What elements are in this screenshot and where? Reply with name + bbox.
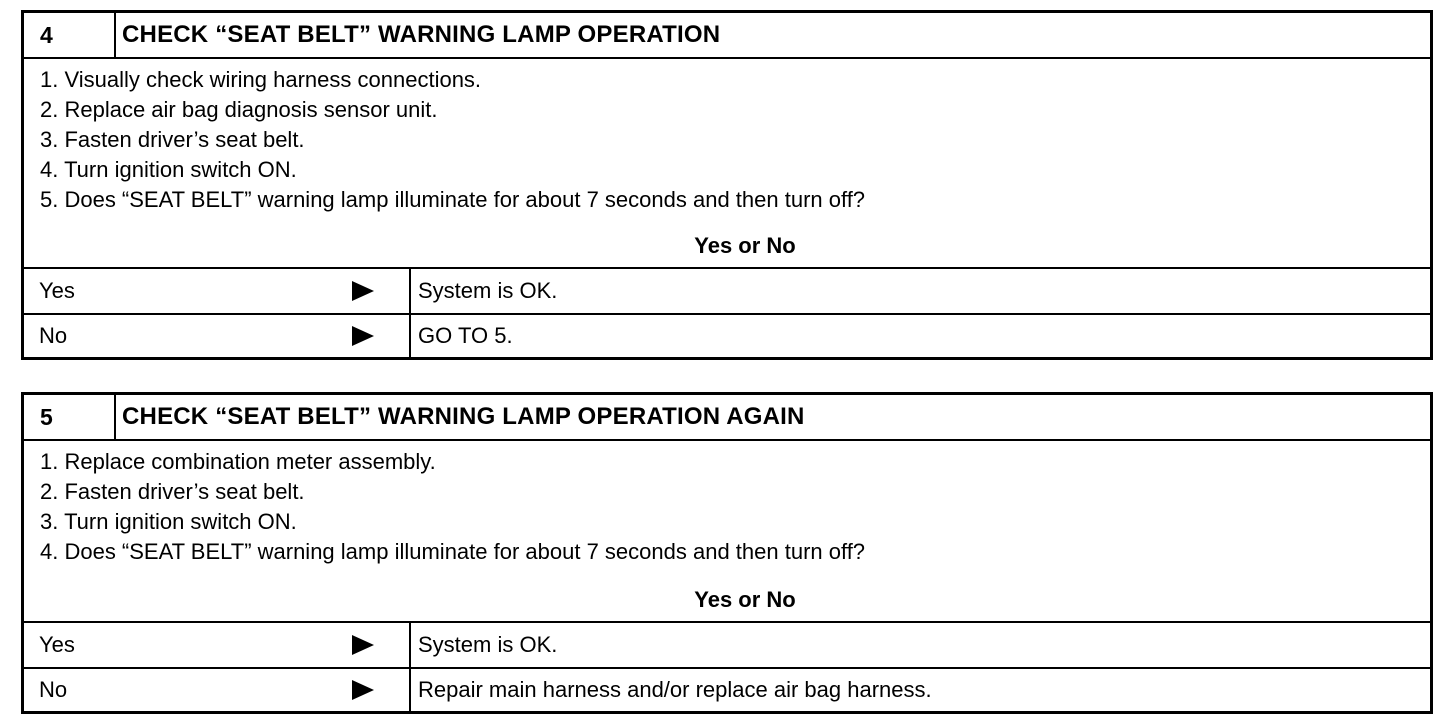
step-instructions-section bbox=[24, 59, 1430, 269]
arrow-right-icon bbox=[352, 635, 374, 655]
action-cell: GO TO 5. bbox=[418, 323, 513, 348]
action-cell: Repair main harness and/or replace air bag harness. bbox=[418, 677, 932, 702]
result-row-yes bbox=[24, 269, 1430, 313]
step-number: 4 bbox=[24, 13, 116, 57]
answer-label: Yes bbox=[39, 278, 75, 303]
action-cell: System is OK. bbox=[418, 632, 558, 657]
answer-label: No bbox=[39, 677, 68, 702]
instruction-item: 2. Fasten driver’s seat belt. bbox=[40, 479, 305, 504]
step-title: CHECK “SEAT BELT” WARNING LAMP OPERATION bbox=[122, 21, 721, 48]
answer-label: Yes bbox=[39, 632, 75, 657]
instruction-item: 5. Does “SEAT BELT” warning lamp illuminate for about 7 seconds and then turn off? bbox=[40, 187, 866, 212]
instruction-item: 1. Replace combination meter assembly. bbox=[40, 449, 436, 474]
result-row-no bbox=[24, 667, 1430, 711]
arrow-right-icon bbox=[352, 281, 374, 301]
arrow-right-icon bbox=[352, 680, 374, 700]
instruction-item: 4. Does “SEAT BELT” warning lamp illuminate for about 7 seconds and then turn off? bbox=[40, 539, 866, 564]
step-instructions-section bbox=[24, 441, 1430, 623]
instruction-item: 1. Visually check wiring harness connections. bbox=[40, 67, 482, 92]
question-label: Yes or No bbox=[694, 233, 796, 258]
answer-cell bbox=[24, 623, 411, 667]
result-row-yes bbox=[24, 623, 1430, 667]
instruction-item: 2. Replace air bag diagnosis sensor unit. bbox=[40, 97, 438, 122]
step-header bbox=[24, 395, 1430, 441]
step-number: 5 bbox=[24, 395, 116, 439]
diagnostic-step-table bbox=[21, 392, 1433, 714]
instruction-item: 4. Turn ignition switch ON. bbox=[40, 157, 297, 182]
answer-cell bbox=[24, 315, 411, 357]
instruction-item: 3. Fasten driver’s seat belt. bbox=[40, 127, 305, 152]
instruction-list bbox=[24, 441, 1430, 567]
question-label: Yes or No bbox=[694, 587, 796, 612]
result-row-no bbox=[24, 313, 1430, 357]
step-title: CHECK “SEAT BELT” WARNING LAMP OPERATION AGAIN bbox=[122, 403, 805, 430]
arrow-right-icon bbox=[352, 326, 374, 346]
answer-label: No bbox=[39, 323, 68, 348]
instruction-list bbox=[24, 59, 1430, 215]
answer-cell bbox=[24, 669, 411, 711]
step-header bbox=[24, 13, 1430, 59]
diagnostic-step-table bbox=[21, 10, 1433, 360]
action-cell: System is OK. bbox=[418, 278, 558, 303]
instruction-item: 3. Turn ignition switch ON. bbox=[40, 509, 297, 534]
answer-cell bbox=[24, 269, 411, 313]
